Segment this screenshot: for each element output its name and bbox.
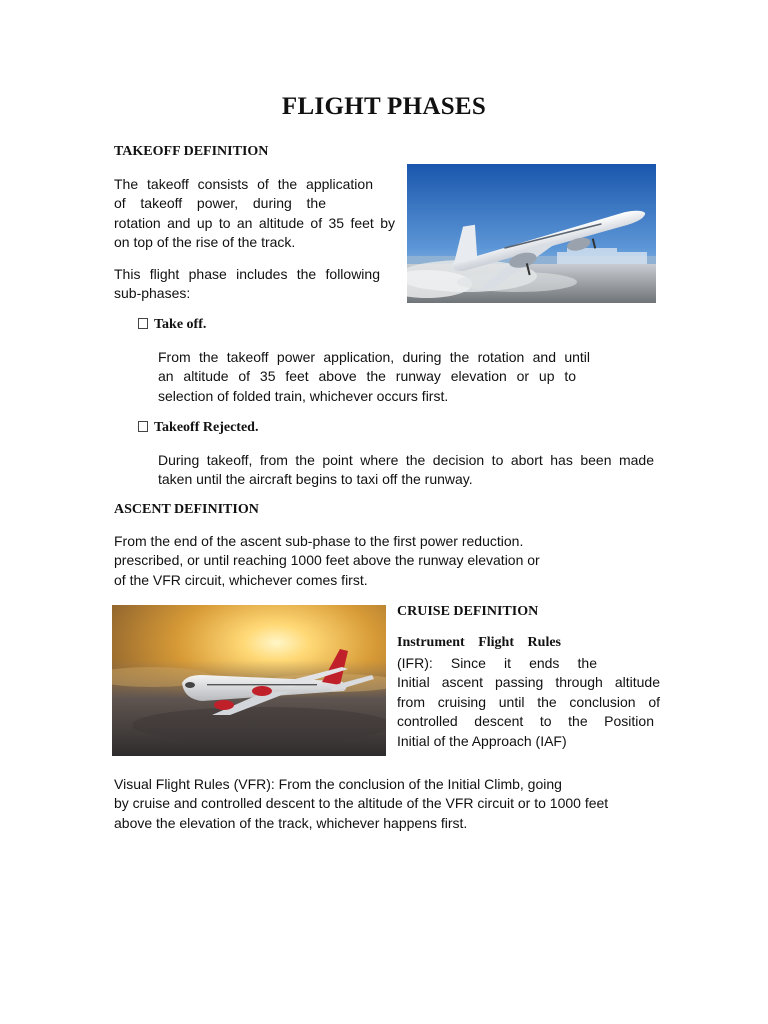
text-line: This flight phase includes the following [114, 266, 380, 282]
text-line: Initial ascent passing through altitude [397, 674, 660, 691]
text-line: From the end of the ascent sub-phase to the first power reduction. [114, 533, 524, 549]
checkbox-bullet-icon [138, 318, 148, 329]
text-line: controlled descent to the Position [397, 713, 654, 730]
takeoff-airplane-image [407, 164, 656, 303]
cruise-heading: CRUISE DEFINITION [397, 604, 539, 619]
bullet-take-off [138, 317, 206, 333]
bullet-label: Take off. [154, 317, 207, 332]
text-line: on top of the rise of the track. [114, 234, 296, 251]
text-line: sub-phases: [114, 285, 191, 302]
text-line: above the elevation of the track, whichever happens first. [114, 814, 468, 831]
take-off-description [158, 348, 590, 406]
takeoff-intro [114, 175, 395, 253]
ifr-heading: Instrument Flight Rules [397, 635, 561, 650]
text-line: of the VFR circuit, whichever comes first. [114, 571, 368, 588]
ascent-heading: ASCENT DEFINITION [114, 502, 259, 517]
text-line: From the takeoff power application, during the rotation and until [158, 349, 590, 365]
text-line: taken until the aircraft begins to taxi off the runway. [158, 471, 473, 488]
takeoff-rejected-description [158, 451, 654, 490]
bullet-label: Takeoff Rejected. [154, 420, 259, 435]
takeoff-subphases-intro [114, 265, 380, 304]
takeoff-airplane-illustration [407, 164, 656, 303]
page-title: FLIGHT PHASES [281, 93, 487, 120]
bullet-takeoff-rejected [138, 420, 258, 436]
text-line: During takeoff, from the point where the decision to abort has been made [158, 452, 654, 468]
text-line: (IFR): Since it ends the [397, 655, 597, 671]
cruise-airplane-illustration [112, 605, 386, 756]
text-line: from cruising until the conclusion of [397, 693, 660, 710]
text-line: The takeoff consists of the application [114, 176, 373, 192]
checkbox-bullet-icon [138, 421, 148, 432]
text-line: by cruise and controlled descent to the altitude of the VFR circuit or to 1000 feet [114, 795, 609, 812]
vfr-text [114, 775, 664, 833]
text-line: of takeoff power, during the [114, 195, 326, 212]
text-line: prescribed, or until reaching 1000 feet above the runway elevation or [114, 552, 540, 569]
text-line: Visual Flight Rules (VFR): From the conclusion of the Initial Climb, going [114, 776, 562, 792]
cruise-airplane-image [112, 605, 386, 756]
takeoff-heading: TAKEOFF DEFINITION [114, 144, 269, 159]
text-line: Initial of the Approach (IAF) [397, 732, 567, 749]
ifr-text [397, 654, 660, 751]
text-line: rotation and up to an altitude of 35 feet by [114, 214, 395, 231]
text-line: an altitude of 35 feet above the runway elevation or up to [158, 368, 576, 385]
ascent-text [114, 532, 594, 590]
text-line: selection of folded train, whichever occurs first. [158, 387, 449, 404]
